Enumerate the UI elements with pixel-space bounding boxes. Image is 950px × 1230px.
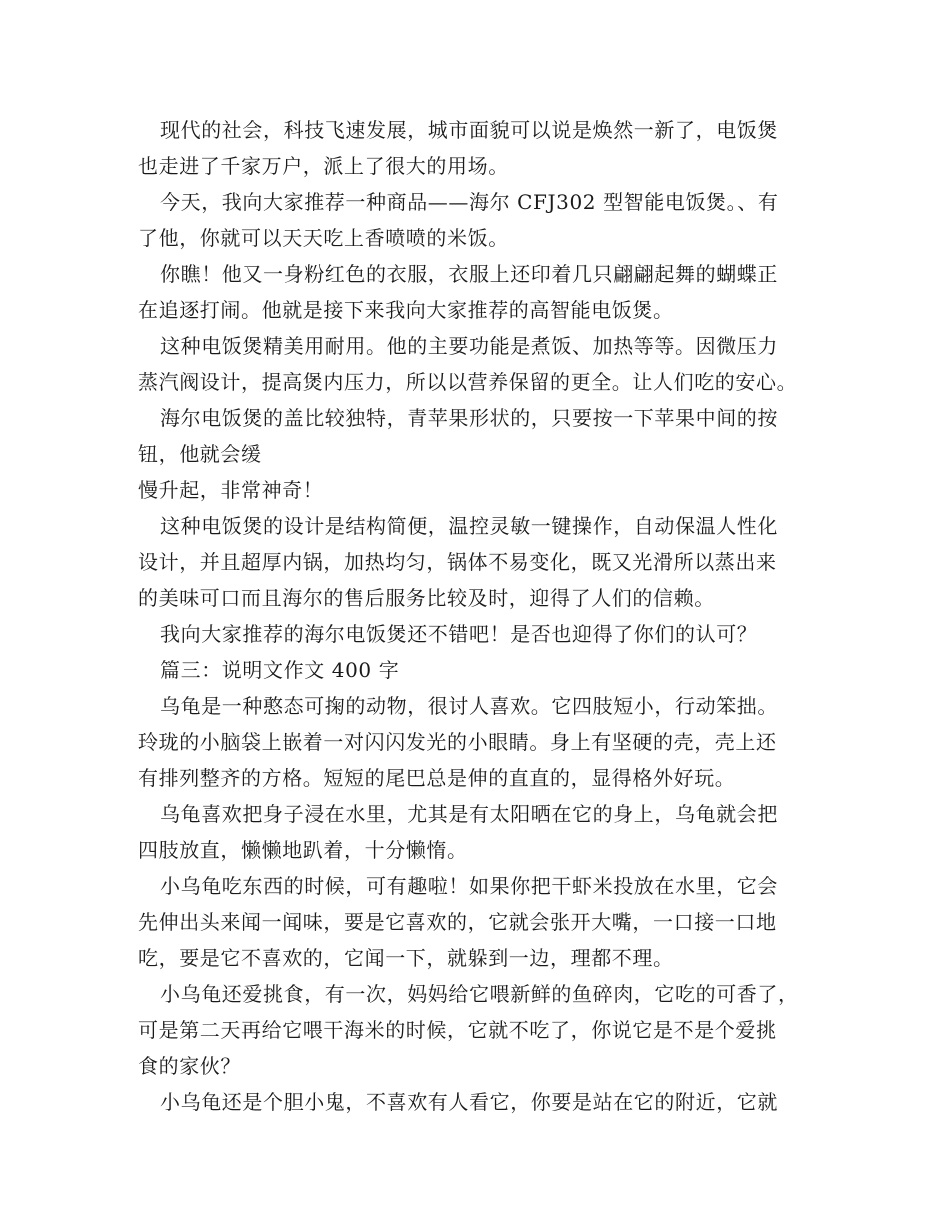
text-line: 小乌龟吃东西的时候，可有趣啦！如果你把干虾米投放在水里，它会 [160,874,778,898]
text-line: 我向大家推荐的海尔电饭煲还不错吧！是否也迎得了你们的认可？ [160,622,758,646]
text-line: 先伸出头来闻一闻味，要是它喜欢的，它就会张开大嘴，一口接一口地 [138,910,777,934]
text-line: 蒸汽阀设计，提高煲内压力，所以以营养保留的更全。让人们吃的安心。 [138,370,798,394]
text-line: 钮，他就会缓 [138,442,262,466]
text-line: 小乌龟还是个胆小鬼，不喜欢有人看它，你要是站在它的附近，它就 [160,1090,778,1114]
text-line: 吃，要是它不喜欢的，它闻一下，就躲到一边，理都不理。 [138,946,674,970]
text-line: 可是第二天再给它喂干海米的时候，它就不吃了，你说它是不是个爱挑 [138,1018,777,1042]
text-line: 你瞧！他又一身粉红色的衣服，衣服上还印着几只翩翩起舞的蝴蝶正 [160,262,778,286]
text-line: 有排列整齐的方格。短短的尾巴总是伸的直直的，显得格外好玩。 [138,766,736,790]
text-line: 今天，我向大家推荐一种商品——海尔 CFJ302 型智能电饭煲。、有 [160,190,779,214]
text-line: 四肢放直，懒懒地趴着，十分懒惰。 [138,838,468,862]
text-line: 食的家伙？ [138,1054,241,1078]
text-line: 海尔电饭煲的盖比较独特，青苹果形状的，只要按一下苹果中间的按 [160,406,778,430]
text-line: 这种电饭煲精美用耐用。他的主要功能是煮饭、加热等等。因微压力 [160,334,778,358]
text-line: 乌龟是一种憨态可掬的动物，很讨人喜欢。它四肢短小，行动笨拙。 [160,694,778,718]
text-line: 在追逐打闹。他就是接下来我向大家推荐的高智能电饭煲。 [138,298,674,322]
text-line: 现代的社会，科技飞速发展，城市面貌可以说是焕然一新了，电饭煲 [160,118,778,142]
text-line: 这种电饭煲的设计是结构简便，温控灵敏一键操作，自动保温人性化 [160,514,778,538]
text-line: 小乌龟还爱挑食，有一次，妈妈给它喂新鲜的鱼碎肉，它吃的可香了， [160,982,799,1006]
text-line: 乌龟喜欢把身子浸在水里，尤其是有太阳晒在它的身上，乌龟就会把 [160,802,778,826]
text-line: 的美味可口而且海尔的售后服务比较及时，迎得了人们的信赖。 [138,586,715,610]
text-line: 慢升起，非常神奇！ [138,478,324,502]
text-line: 玲珑的小脑袋上嵌着一对闪闪发光的小眼睛。身上有坚硬的壳，壳上还 [138,730,777,754]
section-heading: 篇三：说明文作文 400 字 [160,658,400,682]
text-line: 也走进了千家万户，派上了很大的用场。 [138,154,509,178]
text-line: 设计，并且超厚内锅，加热均匀，锅体不易变化，既又光滑所以蒸出来 [138,550,777,574]
text-line: 了他，你就可以天天吃上香喷喷的米饭。 [138,226,509,250]
